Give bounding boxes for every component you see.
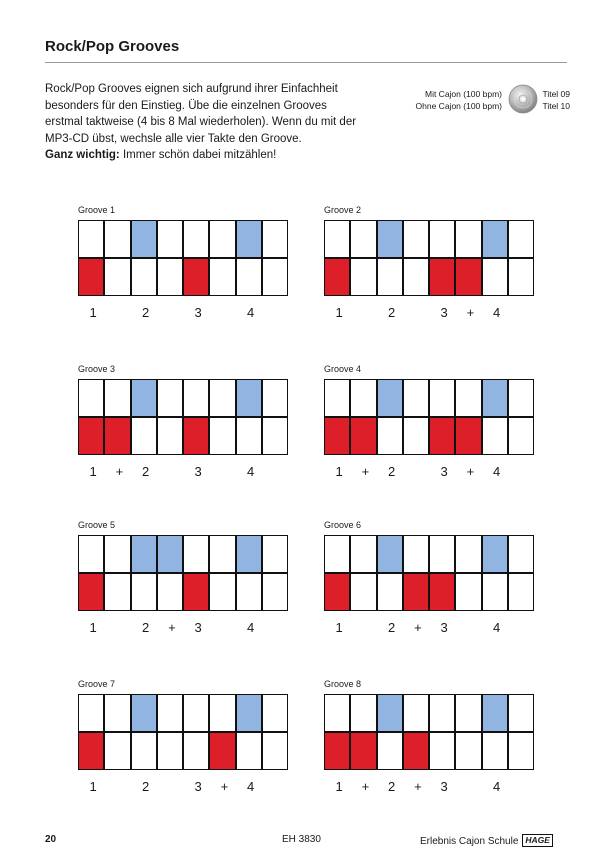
groove-1 — [78, 205, 292, 325]
groove-4 — [324, 364, 538, 484]
count-and: + — [414, 620, 422, 635]
count-row — [324, 464, 538, 482]
empty-beat-cell — [236, 417, 262, 455]
count-row — [324, 620, 538, 638]
empty-beat-cell — [403, 535, 429, 573]
empty-beat-cell — [78, 535, 104, 573]
count-and: + — [414, 779, 422, 794]
count-beat: 3 — [440, 620, 448, 635]
count-beat: 2 — [388, 779, 396, 794]
empty-beat-cell — [209, 417, 235, 455]
emphasis-label: Ganz wichtig: — [45, 149, 120, 161]
empty-beat-cell — [324, 379, 350, 417]
high-tone-beat-cell — [236, 694, 262, 732]
empty-beat-cell — [508, 573, 534, 611]
empty-beat-cell — [104, 258, 130, 296]
empty-beat-cell — [131, 417, 157, 455]
high-tone-beat-cell — [236, 535, 262, 573]
high-tone-beat-cell — [377, 535, 403, 573]
count-row — [78, 464, 292, 482]
title-divider — [45, 62, 567, 63]
groove-grid — [324, 535, 534, 611]
count-and: + — [115, 464, 124, 479]
empty-beat-cell — [377, 573, 403, 611]
empty-beat-cell — [157, 573, 183, 611]
empty-beat-cell — [482, 258, 508, 296]
count-beat: 2 — [142, 779, 150, 794]
empty-beat-cell — [131, 573, 157, 611]
count-row — [324, 305, 538, 323]
bass-beat-cell — [104, 417, 130, 455]
high-tone-beat-cell — [131, 694, 157, 732]
bass-beat-cell — [350, 417, 376, 455]
empty-beat-cell — [104, 535, 130, 573]
empty-beat-cell — [403, 694, 429, 732]
bass-beat-cell — [324, 417, 350, 455]
count-and: + — [361, 464, 370, 479]
groove-grid — [78, 220, 288, 296]
count-beat: 2 — [142, 464, 150, 479]
count-beat: 4 — [493, 620, 501, 635]
count-beat: 2 — [388, 620, 396, 635]
empty-beat-cell — [183, 535, 209, 573]
empty-beat-cell — [350, 694, 376, 732]
count-row — [324, 779, 538, 797]
empty-beat-cell — [236, 732, 262, 770]
groove-2 — [324, 205, 538, 325]
intro-line: MP3-CD übst, wechsle alle vier Takte den Groove. — [45, 132, 302, 145]
empty-beat-cell — [508, 379, 534, 417]
empty-beat-cell — [455, 694, 481, 732]
count-beat: 4 — [493, 779, 501, 794]
bass-beat-cell — [403, 732, 429, 770]
empty-beat-cell — [157, 694, 183, 732]
high-tone-beat-cell — [131, 535, 157, 573]
bass-beat-cell — [324, 258, 350, 296]
empty-beat-cell — [262, 573, 288, 611]
book-title-text: Erlebnis Cajon Schule — [420, 836, 519, 847]
empty-beat-cell — [429, 220, 455, 258]
empty-beat-cell — [157, 732, 183, 770]
count-and: + — [466, 464, 475, 479]
groove-grid — [78, 535, 288, 611]
empty-beat-cell — [350, 258, 376, 296]
high-tone-beat-cell — [482, 379, 508, 417]
empty-beat-cell — [131, 258, 157, 296]
count-beat: 1 — [89, 620, 97, 635]
groove-grid — [78, 694, 288, 770]
bass-beat-cell — [78, 573, 104, 611]
empty-beat-cell — [508, 220, 534, 258]
count-beat: 2 — [388, 464, 396, 479]
high-tone-beat-cell — [236, 220, 262, 258]
count-beat: 4 — [247, 779, 255, 794]
count-beat: 3 — [440, 305, 448, 320]
count-row — [78, 305, 292, 323]
groove-title: Groove 4 — [324, 364, 362, 374]
empty-beat-cell — [262, 220, 288, 258]
bass-beat-cell — [183, 417, 209, 455]
count-and: + — [466, 305, 475, 320]
empty-beat-cell — [403, 417, 429, 455]
empty-beat-cell — [429, 379, 455, 417]
groove-title: Groove 3 — [78, 364, 116, 374]
intro-text — [45, 81, 375, 164]
count-beat: 3 — [194, 464, 202, 479]
count-beat: 4 — [493, 464, 501, 479]
empty-beat-cell — [209, 573, 235, 611]
count-beat: 1 — [89, 305, 97, 320]
count-beat: 2 — [142, 305, 150, 320]
bass-beat-cell — [429, 417, 455, 455]
empty-beat-cell — [104, 573, 130, 611]
empty-beat-cell — [324, 535, 350, 573]
high-tone-beat-cell — [377, 220, 403, 258]
empty-beat-cell — [429, 535, 455, 573]
empty-beat-cell — [350, 379, 376, 417]
empty-beat-cell — [104, 732, 130, 770]
bass-beat-cell — [78, 732, 104, 770]
count-beat: 4 — [493, 305, 501, 320]
empty-beat-cell — [508, 694, 534, 732]
empty-beat-cell — [377, 417, 403, 455]
audio-labels — [416, 88, 502, 112]
empty-beat-cell — [236, 258, 262, 296]
empty-beat-cell — [403, 220, 429, 258]
emphasis-text: Immer schön dabei mitzählen! — [119, 149, 277, 161]
groove-title: Groove 8 — [324, 679, 362, 689]
empty-beat-cell — [482, 417, 508, 455]
empty-beat-cell — [324, 220, 350, 258]
empty-beat-cell — [262, 732, 288, 770]
count-beat: 4 — [247, 305, 255, 320]
empty-beat-cell — [429, 694, 455, 732]
empty-beat-cell — [324, 694, 350, 732]
intro-line: erstmal taktweise (4 bis 8 Mal wiederholen). Wenn du mit der — [45, 116, 357, 128]
intro-emphasis-line — [45, 147, 375, 164]
empty-beat-cell — [157, 258, 183, 296]
track-without: Titel 10 — [542, 101, 570, 111]
track-with: Titel 09 — [542, 89, 570, 99]
count-beat: 3 — [194, 620, 202, 635]
high-tone-beat-cell — [482, 220, 508, 258]
empty-beat-cell — [262, 258, 288, 296]
empty-beat-cell — [455, 379, 481, 417]
empty-beat-cell — [482, 573, 508, 611]
bass-beat-cell — [455, 417, 481, 455]
groove-6 — [324, 520, 538, 640]
empty-beat-cell — [262, 535, 288, 573]
count-beat: 1 — [335, 305, 343, 320]
page-number: 20 — [45, 834, 57, 845]
empty-beat-cell — [104, 694, 130, 732]
count-row — [78, 620, 292, 638]
empty-beat-cell — [209, 694, 235, 732]
empty-beat-cell — [262, 417, 288, 455]
publisher-logo: HAGE — [522, 834, 553, 847]
audio-tracks — [542, 88, 570, 112]
high-tone-beat-cell — [157, 535, 183, 573]
empty-beat-cell — [157, 379, 183, 417]
count-beat: 2 — [388, 305, 396, 320]
empty-beat-cell — [104, 220, 130, 258]
empty-beat-cell — [236, 573, 262, 611]
groove-5 — [78, 520, 292, 640]
empty-beat-cell — [209, 379, 235, 417]
groove-grid — [78, 379, 288, 455]
empty-beat-cell — [455, 535, 481, 573]
high-tone-beat-cell — [482, 535, 508, 573]
count-beat: 1 — [335, 464, 343, 479]
empty-beat-cell — [377, 258, 403, 296]
bass-beat-cell — [324, 573, 350, 611]
groove-grid — [324, 220, 534, 296]
count-beat: 4 — [247, 464, 255, 479]
empty-beat-cell — [262, 694, 288, 732]
empty-beat-cell — [403, 258, 429, 296]
count-beat: 3 — [194, 305, 202, 320]
empty-beat-cell — [78, 379, 104, 417]
empty-beat-cell — [350, 535, 376, 573]
empty-beat-cell — [508, 258, 534, 296]
empty-beat-cell — [183, 379, 209, 417]
high-tone-beat-cell — [482, 694, 508, 732]
catalog-code: EH 3830 — [282, 834, 321, 845]
empty-beat-cell — [508, 417, 534, 455]
count-and: + — [220, 779, 229, 794]
groove-3 — [78, 364, 292, 484]
count-beat: 1 — [335, 620, 343, 635]
empty-beat-cell — [104, 379, 130, 417]
count-beat: 4 — [247, 620, 255, 635]
empty-beat-cell — [209, 535, 235, 573]
with-cajon-label: Mit Cajon (100 bpm) — [424, 89, 502, 99]
count-and: + — [168, 620, 176, 635]
count-beat: 2 — [142, 620, 150, 635]
count-beat: 3 — [440, 464, 448, 479]
empty-beat-cell — [350, 220, 376, 258]
groove-title: Groove 5 — [78, 520, 116, 530]
high-tone-beat-cell — [377, 694, 403, 732]
high-tone-beat-cell — [236, 379, 262, 417]
bass-beat-cell — [429, 258, 455, 296]
groove-7 — [78, 679, 292, 799]
bass-beat-cell — [403, 573, 429, 611]
empty-beat-cell — [183, 694, 209, 732]
count-beat: 1 — [335, 779, 343, 794]
count-and: + — [361, 779, 370, 794]
groove-title: Groove 2 — [324, 205, 362, 215]
empty-beat-cell — [157, 417, 183, 455]
empty-beat-cell — [183, 732, 209, 770]
bass-beat-cell — [183, 258, 209, 296]
count-row — [78, 779, 292, 797]
groove-title: Groove 6 — [324, 520, 362, 530]
audio-track-info — [395, 84, 570, 114]
bass-beat-cell — [183, 573, 209, 611]
empty-beat-cell — [508, 535, 534, 573]
high-tone-beat-cell — [131, 220, 157, 258]
empty-beat-cell — [209, 258, 235, 296]
empty-beat-cell — [262, 379, 288, 417]
groove-8 — [324, 679, 538, 799]
count-beat: 1 — [89, 779, 97, 794]
book-title — [420, 834, 553, 847]
groove-title: Groove 1 — [78, 205, 116, 215]
groove-grid — [324, 379, 534, 455]
bass-beat-cell — [455, 258, 481, 296]
count-beat: 3 — [194, 779, 202, 794]
bass-beat-cell — [324, 732, 350, 770]
bass-beat-cell — [78, 417, 104, 455]
empty-beat-cell — [183, 220, 209, 258]
empty-beat-cell — [209, 220, 235, 258]
page-title: Rock/Pop Grooves — [45, 38, 180, 55]
intro-line: Rock/Pop Grooves eignen sich aufgrund ihrer Einfachheit — [45, 83, 338, 95]
count-beat: 1 — [89, 464, 97, 479]
empty-beat-cell — [508, 732, 534, 770]
bass-beat-cell — [209, 732, 235, 770]
bass-beat-cell — [350, 732, 376, 770]
empty-beat-cell — [482, 732, 508, 770]
bass-beat-cell — [78, 258, 104, 296]
without-cajon-label: Ohne Cajon (100 bpm) — [415, 101, 502, 111]
empty-beat-cell — [429, 732, 455, 770]
empty-beat-cell — [455, 573, 481, 611]
count-beat: 3 — [440, 779, 448, 794]
high-tone-beat-cell — [377, 379, 403, 417]
empty-beat-cell — [455, 732, 481, 770]
empty-beat-cell — [377, 732, 403, 770]
cd-icon — [508, 84, 538, 114]
groove-grid — [324, 694, 534, 770]
empty-beat-cell — [455, 220, 481, 258]
groove-title: Groove 7 — [78, 679, 116, 689]
empty-beat-cell — [403, 379, 429, 417]
empty-beat-cell — [131, 732, 157, 770]
empty-beat-cell — [78, 694, 104, 732]
empty-beat-cell — [350, 573, 376, 611]
bass-beat-cell — [429, 573, 455, 611]
empty-beat-cell — [78, 220, 104, 258]
high-tone-beat-cell — [131, 379, 157, 417]
empty-beat-cell — [157, 220, 183, 258]
intro-line: besonders für den Einstieg. Übe die einzelnen Grooves — [45, 99, 327, 112]
